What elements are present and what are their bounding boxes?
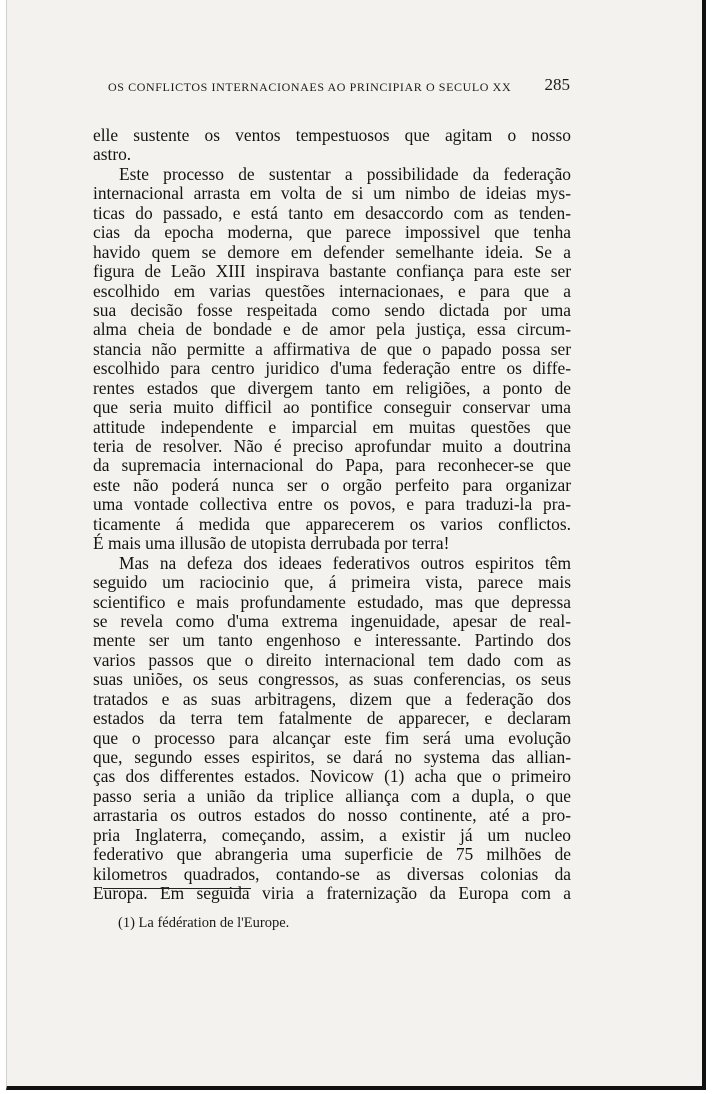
text-line: teria de resolver. Não é preciso aprofundar muito a doutrina (93, 436, 571, 456)
text-line: escolhido em varias questões internacionaes, e para que a (93, 280, 571, 301)
text-line: Europa. Em seguida viria a fraternização da Europa com a (93, 883, 571, 904)
text-line: tratados e as suas arbitragens, dizem que a federação dos (93, 688, 571, 709)
text-line: havido quem se demore em defender semelhante ideia. Se a (93, 241, 571, 262)
text-line: escolhido para centro juridico d'uma federação entre os diffe- (93, 358, 571, 379)
text-line: attitude independente e imparcial em muitas questões que (93, 416, 571, 437)
body-text (93, 126, 571, 904)
text-line: figura de Leão XIII inspirava bastante confiança para este ser (93, 261, 571, 282)
text-line: ticas do passado, e está tanto em desaccordo com as tenden- (93, 202, 571, 223)
text-line: Mas na defeza dos ideaes federativos outros espiritos têm (119, 552, 571, 573)
text-line: sua decisão fosse respeitada como sendo dictada por uma (93, 299, 571, 320)
text-line: internacional arrasta em volta de si um nimbo de ideias mys- (93, 183, 571, 204)
text-line: uma vontade collectiva entre os povos, e para traduzi-la pra- (93, 494, 571, 515)
text-line: estados da terra tem fatalmente de apparecer, e declaram (93, 708, 571, 729)
text-line: scientifico e mais profundamente estudado, mas que depressa (93, 591, 571, 612)
text-line: astro. (93, 144, 132, 165)
text-line: varios passos que o direito internacional tem dado com as (93, 649, 571, 670)
text-line: passo seria a união da triplice alliança com a dupla, o que (93, 785, 571, 806)
text-line: que, segundo esses espiritos, se dará no systema das allian- (93, 747, 571, 767)
text-line: ticamente á medida que apparecerem os varios conflictos. (93, 513, 571, 534)
text-line: da supremacia internacional do Papa, para reconhecer-se que (93, 455, 571, 476)
text-line: suas uniões, os seus congressos, as suas conferencias, os seus (93, 669, 571, 690)
text-line: se revela como d'uma extrema ingenuidade, apesar de real- (93, 610, 571, 631)
text-line: mente ser um tanto engenhoso e interessante. Partindo dos (93, 630, 571, 651)
text-line: kilometros quadrados, contando-se as diversas colonias da (93, 863, 571, 884)
text-line: seguido um raciocinio que, á primeira vista, parece mais (93, 572, 571, 593)
text-line: É mais uma illusão de utopista derrubada por terra! (93, 533, 450, 554)
text-line: cias da epocha moderna, que parece impossivel que tenha (93, 222, 571, 243)
text-line: pria Inglaterra, começando, assim, a existir já um nucleo (93, 824, 571, 845)
running-header (108, 75, 570, 95)
text-line: federativo que abrangeria uma superficie de 75 milhões de (93, 844, 571, 865)
footnote: (1) La fédération de l'Europe. (118, 915, 290, 931)
page-number: 285 (544, 75, 570, 94)
text-line: que o processo para alcançar este fim será uma evolução (93, 727, 571, 748)
text-line: este não poderá nunca ser o orgão perfeito para organizar (93, 474, 571, 495)
text-line: stancia não permitte a affirmativa de que o papado possa ser (93, 338, 571, 359)
text-line: que seria muito difficil ao pontifice conseguir conservar uma (93, 397, 571, 418)
text-line: rentes estados que divergem tanto em religiões, a ponto de (93, 377, 571, 398)
footnote-divider (103, 888, 251, 889)
running-title: OS CONFLICTOS INTERNACIONAES AO PRINCIPIAR O SECULO XX (108, 80, 512, 94)
text-line: ças dos differentes estados. Novicow (1) acha que o primeiro (93, 766, 571, 787)
text-line: elle sustente os ventos tempestuosos que agitam o nosso (93, 125, 571, 145)
text-line: alma cheia de bondade e de amor pela justiça, essa circum- (93, 319, 571, 340)
text-line: Este processo de sustentar a possibilidade da federação (119, 163, 571, 184)
text-line: arrastaria os outros estados do nosso continente, até a pro- (93, 805, 571, 826)
